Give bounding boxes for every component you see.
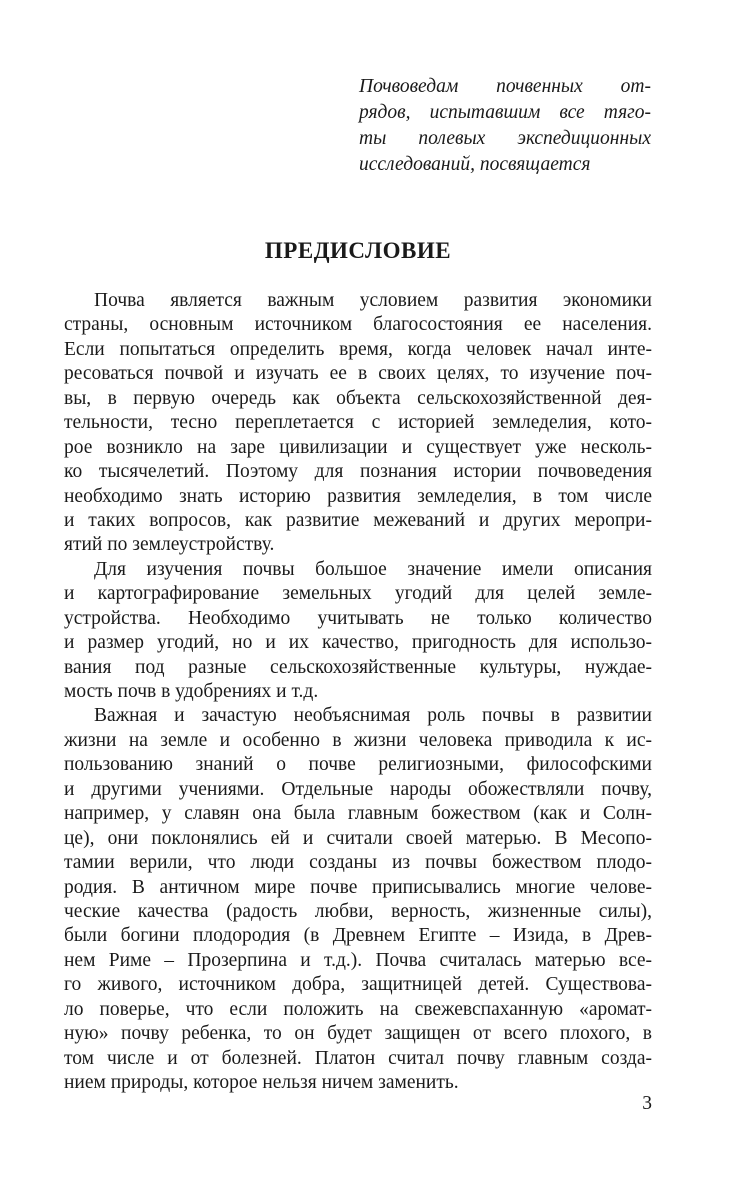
paragraph-2 [64,558,652,705]
text-line: и картографирование земельных угодий для целей земле- [64,583,652,605]
text-line: нием природы, которое нельзя ничем заменить. [64,1072,459,1093]
body-text [64,289,652,1095]
text-line: ную» почву ребенка, то он будет защищен от всего плохого, в [64,1023,652,1045]
text-line: го живого, источником добра, защитницей детей. Существова- [64,974,652,996]
text-line: жизни на земле и особенно в жизни человека приводила к ис- [64,729,652,751]
text-line: рое возникло на заре цивилизации и существует уже несколь- [64,436,652,458]
text-line: Важная и зачастую необъяснимая роль почвы в развитии [94,705,652,727]
epigraph [359,74,651,178]
text-line: страны, основным источником благосостояния ее населения. [64,314,652,336]
book-page [64,0,652,1182]
text-line: ятий по землеустройству. [64,534,275,556]
epigraph-line: исследований, посвящается [359,154,591,175]
text-line: вания под разные сельскохозяйственные культуры, нуждае- [64,656,652,678]
text-line: например, у славян она была главным божеством (как и Солн- [64,803,652,825]
text-line: Если попытаться определить время, когда человек начал инте- [64,338,652,360]
text-line: ло поверье, что если положить на свежевспаханную «аромат- [64,998,652,1020]
text-line: том числе и от болезней. Платон считал почву главным созда- [64,1047,652,1069]
paragraph-1 [64,289,652,558]
paragraph-3 [64,704,652,1095]
text-line: пользованию знаний о почве религиозными, философскими [64,754,652,776]
page-number: 3 [642,1093,652,1114]
text-line: были богини плодородия (в Древнем Египте – Изида, в Древ- [64,925,652,947]
text-line: ресоваться почвой и изучать ее в своих целях, то изучение поч- [64,363,652,385]
text-line: и таких вопросов, как развитие межеваний и других меропри- [64,509,652,531]
text-line: вы, в первую очередь как объекта сельскохозяйственной дея- [64,387,652,409]
text-line: и размер угодий, но и их качество, пригодность для использо- [64,632,652,654]
epigraph-line: ты полевых экспедиционных [359,128,651,149]
epigraph-line: рядов, испытавшим все тяго- [359,102,651,123]
text-line: нем Риме – Прозерпина и т.д.). Почва считалась матерью все- [64,949,652,971]
text-line: ко тысячелетий. Поэтому для познания истории почвоведения [64,461,652,483]
text-line: тамии верили, что люди созданы из почвы божеством плодо- [64,852,652,874]
text-line: тельности, тесно переплетается с историей земледелия, кото- [64,412,652,434]
text-line: Почва является важным условием развития экономики [94,290,652,311]
text-line: устройства. Необходимо учитывать не только количество [64,607,652,629]
text-line: родия. В античном мире почве приписывались многие челове- [64,876,652,898]
text-line: мость почв в удобрениях и т.д. [64,681,319,702]
chapter-title: ПРЕДИСЛОВИЕ [264,238,452,263]
text-line: це), они поклонялись ей и считали своей матерью. В Месопо- [64,827,652,849]
text-line: необходимо знать историю развития земледелия, в том числе [64,485,652,507]
text-line: и другими учениями. Отдельные народы обожествляли почву, [64,778,652,800]
epigraph-line: Почвоведам почвенных от- [359,76,651,97]
text-line: Для изучения почвы большое значение имели описания [94,558,652,580]
text-line: ческие качества (радость любви, верность, жизненные силы), [64,900,652,922]
